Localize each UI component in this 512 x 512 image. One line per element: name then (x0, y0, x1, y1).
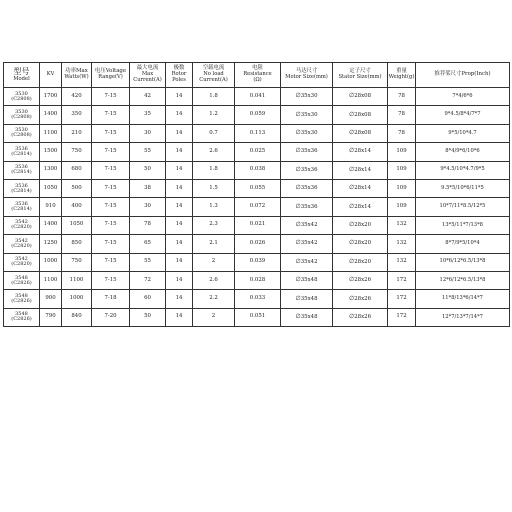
cell-resistance: 0.072 (235, 198, 281, 216)
cell-voltage: 7-15 (92, 124, 130, 142)
cell-voltage: 7-15 (92, 271, 130, 289)
cell-no_load: 1.2 (193, 106, 235, 124)
cell-no_load: 2.1 (193, 235, 235, 253)
diameter-symbol-icon: ∅ (349, 276, 355, 284)
cell-motor_size-value: 35x36 (300, 166, 318, 173)
column-header-weight-line: Weight(g) (388, 74, 415, 81)
cell-model (4, 253, 40, 271)
cell-power: 840 (62, 308, 92, 326)
cell-model-line: 3542 (15, 256, 28, 263)
motor-spec-table (3, 62, 510, 327)
cell-poles: 14 (166, 161, 193, 179)
cell-no_load: 0.7 (193, 124, 235, 142)
column-header-resistance (235, 63, 281, 88)
cell-resistance: 0.026 (235, 235, 281, 253)
cell-motor_size (281, 124, 333, 142)
cell-motor_size-value: 35x36 (300, 185, 318, 192)
diameter-symbol-icon: ∅ (295, 312, 301, 320)
table-row (4, 290, 510, 308)
cell-model-line: (C2808) (11, 95, 32, 102)
table-row (4, 253, 510, 271)
cell-weight: 132 (388, 235, 416, 253)
cell-model-line: (C2808) (11, 114, 32, 121)
diameter-symbol-icon: ∅ (349, 294, 355, 302)
cell-voltage: 7-15 (92, 106, 130, 124)
cell-model-line: 3542 (15, 237, 28, 244)
cell-model-line: (C2808) (11, 132, 32, 139)
column-header-voltage (92, 63, 130, 88)
column-header-power (62, 63, 92, 88)
table-row (4, 271, 510, 289)
cell-poles: 14 (166, 179, 193, 197)
diameter-symbol-icon: ∅ (349, 257, 355, 265)
table-row (4, 161, 510, 179)
column-header-resistance-line: Resistance (243, 71, 272, 78)
column-header-poles-line: 极数 (173, 65, 185, 72)
cell-model-line: 3536 (15, 201, 28, 208)
cell-stator_size (333, 198, 388, 216)
cell-power: 850 (62, 235, 92, 253)
cell-model-line: 3548 (15, 292, 28, 299)
cell-power: 350 (62, 106, 92, 124)
diameter-symbol-icon: ∅ (349, 129, 355, 136)
cell-prop: 10*6/12*6.5/13*8 (416, 253, 510, 271)
cell-no_load: 2 (193, 253, 235, 271)
cell-resistance: 0.021 (235, 216, 281, 234)
header-row (4, 63, 510, 88)
cell-kv: 1100 (40, 124, 62, 142)
cell-model-line: (C2820) (11, 242, 32, 249)
diameter-symbol-icon: ∅ (295, 220, 301, 228)
cell-power: 680 (62, 161, 92, 179)
cell-poles: 14 (166, 216, 193, 234)
cell-poles: 14 (166, 106, 193, 124)
diameter-symbol-icon: ∅ (295, 184, 301, 192)
cell-stator_size (333, 271, 388, 289)
cell-power: 420 (62, 88, 92, 106)
column-header-power-line: 功率Max (65, 68, 88, 75)
column-header-motor_size-line: 马达尺寸 (295, 68, 318, 75)
cell-motor_size (281, 253, 333, 271)
cell-kv: 900 (40, 290, 62, 308)
column-header-max_current-line: Max (141, 71, 154, 78)
cell-stator_size (333, 88, 388, 106)
cell-weight: 78 (388, 88, 416, 106)
diameter-symbol-icon: ∅ (349, 147, 355, 155)
cell-voltage: 7-15 (92, 161, 130, 179)
cell-motor_size (281, 271, 333, 289)
diameter-symbol-icon: ∅ (349, 184, 355, 192)
cell-motor_size-value: 35x48 (300, 295, 318, 302)
cell-resistance: 0.038 (235, 161, 281, 179)
cell-kv: 1100 (40, 271, 62, 289)
diameter-symbol-icon: ∅ (295, 257, 301, 265)
cell-weight: 109 (388, 143, 416, 161)
cell-kv: 1500 (40, 143, 62, 161)
cell-no_load: 1.3 (193, 198, 235, 216)
column-header-poles-line: Poles (172, 76, 186, 83)
cell-stator_size-value: 28x20 (354, 240, 371, 247)
diameter-symbol-icon: ∅ (295, 294, 301, 302)
column-header-model (4, 63, 40, 88)
cell-prop: 9*5/10*4.7 (416, 124, 510, 142)
cell-kv: 910 (40, 198, 62, 216)
cell-model-line: 3542 (15, 219, 28, 226)
cell-model (4, 271, 40, 289)
diameter-symbol-icon: ∅ (295, 147, 301, 155)
cell-model-line: (C2814) (11, 169, 32, 176)
cell-kv: 1700 (40, 88, 62, 106)
column-header-kv (40, 63, 62, 88)
cell-prop: 12*6/12*6.5/13*8 (416, 271, 510, 289)
table-row (4, 106, 510, 124)
column-header-no_load-line: No load (203, 71, 224, 78)
cell-power: 750 (62, 143, 92, 161)
cell-motor_size (281, 179, 333, 197)
cell-poles: 14 (166, 143, 193, 161)
cell-model-line: (C2814) (11, 150, 32, 157)
cell-motor_size-value: 35x30 (300, 93, 318, 100)
cell-model-line: (C2826) (11, 297, 32, 304)
cell-model-line: (C2820) (11, 261, 32, 268)
column-header-weight (388, 63, 416, 88)
diameter-symbol-icon: ∅ (295, 92, 301, 100)
cell-max_current: 50 (130, 161, 166, 179)
cell-weight: 132 (388, 253, 416, 271)
cell-kv: 1000 (40, 253, 62, 271)
diameter-symbol-icon: ∅ (295, 202, 301, 210)
cell-kv: 1400 (40, 106, 62, 124)
diameter-symbol-icon: ∅ (349, 110, 355, 118)
cell-stator_size-value: 28x14 (354, 185, 371, 192)
cell-motor_size-value: 35x48 (300, 277, 318, 284)
table-row (4, 198, 510, 216)
cell-resistance: 0.041 (235, 88, 281, 106)
cell-weight: 109 (388, 161, 416, 179)
cell-max_current: 38 (130, 179, 166, 197)
cell-model-line: (C2814) (11, 187, 32, 194)
cell-motor_size (281, 161, 333, 179)
cell-max_current: 35 (130, 106, 166, 124)
cell-voltage: 7-18 (92, 290, 130, 308)
cell-weight: 172 (388, 271, 416, 289)
cell-prop: 10*7/11*8.5/12*5 (416, 198, 510, 216)
cell-no_load: 2 (193, 308, 235, 326)
cell-poles: 14 (166, 198, 193, 216)
cell-stator_size (333, 216, 388, 234)
table-header (4, 63, 510, 88)
cell-motor_size (281, 88, 333, 106)
cell-motor_size (281, 308, 333, 326)
cell-stator_size-value: 28x26 (354, 313, 371, 320)
cell-weight: 109 (388, 179, 416, 197)
cell-poles: 14 (166, 290, 193, 308)
diameter-symbol-icon: ∅ (295, 165, 301, 173)
table-row (4, 235, 510, 253)
cell-resistance: 0.055 (235, 179, 281, 197)
column-header-max_current (130, 63, 166, 88)
column-header-weight-line: 重量 (396, 68, 407, 75)
cell-stator_size (333, 290, 388, 308)
cell-voltage: 7-20 (92, 308, 130, 326)
cell-model-line: (C2826) (11, 279, 32, 286)
cell-stator_size (333, 143, 388, 161)
cell-weight: 78 (388, 106, 416, 124)
diameter-symbol-icon: ∅ (349, 312, 355, 320)
cell-motor_size-value: 35x48 (300, 313, 318, 320)
cell-poles: 14 (166, 308, 193, 326)
diameter-symbol-icon: ∅ (349, 92, 355, 100)
cell-model-line: (C2826) (11, 316, 32, 323)
cell-model-line: 3530 (15, 109, 28, 116)
table-row (4, 143, 510, 161)
cell-motor_size-value: 35x30 (300, 130, 318, 136)
column-header-resistance-line: (Ω) (253, 76, 262, 83)
column-header-no_load-line: 空载电流 (202, 65, 225, 72)
cell-motor_size (281, 106, 333, 124)
cell-voltage: 7-15 (92, 179, 130, 197)
cell-motor_size-value: 35x42 (300, 240, 318, 247)
cell-voltage: 7-15 (92, 88, 130, 106)
cell-stator_size (333, 308, 388, 326)
cell-stator_size-value: 28x26 (354, 277, 371, 284)
cell-stator_size (333, 179, 388, 197)
cell-max_current: 60 (130, 290, 166, 308)
cell-model (4, 235, 40, 253)
column-header-no_load (193, 63, 235, 88)
cell-no_load: 1.8 (193, 161, 235, 179)
cell-motor_size-value: 35x36 (300, 148, 318, 155)
column-header-max_current-line: 最大电流 (136, 65, 159, 72)
cell-model (4, 179, 40, 197)
table-row (4, 216, 510, 234)
column-header-no_load-line: Current(A) (199, 76, 228, 83)
column-header-poles (166, 63, 193, 88)
cell-motor_size (281, 235, 333, 253)
cell-stator_size-value: 28x26 (354, 295, 371, 302)
cell-max_current: 42 (130, 88, 166, 106)
diameter-symbol-icon: ∅ (349, 220, 355, 228)
cell-max_current: 55 (130, 253, 166, 271)
cell-resistance: 0.025 (235, 143, 281, 161)
cell-resistance: 0.113 (235, 124, 281, 142)
cell-max_current: 30 (130, 124, 166, 142)
cell-resistance: 0.033 (235, 290, 281, 308)
cell-prop: 8*7/9*5/10*4 (416, 235, 510, 253)
cell-model (4, 198, 40, 216)
cell-prop: 12*7/13*7/14*7 (416, 308, 510, 326)
cell-motor_size-value: 35x42 (300, 258, 318, 265)
cell-kv: 1050 (40, 179, 62, 197)
cell-poles: 14 (166, 253, 193, 271)
column-header-poles-line: Rotor (171, 71, 187, 78)
cell-model (4, 308, 40, 326)
column-header-kv-line: KV (46, 71, 55, 78)
cell-voltage: 7-15 (92, 198, 130, 216)
cell-stator_size (333, 124, 388, 142)
cell-weight: 172 (388, 308, 416, 326)
cell-kv: 1400 (40, 216, 62, 234)
column-header-voltage-line: Range(V) (98, 74, 123, 81)
cell-voltage: 7-15 (92, 143, 130, 161)
cell-power: 210 (62, 124, 92, 142)
cell-max_current: 72 (130, 271, 166, 289)
cell-prop: 9*4.5/8*4/7*7 (416, 106, 510, 124)
cell-model (4, 161, 40, 179)
cell-model-line: (C2814) (11, 206, 32, 213)
cell-poles: 14 (166, 271, 193, 289)
cell-model-line: 3536 (15, 182, 28, 189)
cell-motor_size (281, 216, 333, 234)
column-header-prop-line: 推荐桨尺寸Prop(Inch) (434, 71, 491, 78)
column-header-model-line: Model (13, 75, 30, 82)
cell-voltage: 7-15 (92, 216, 130, 234)
cell-motor_size-value: 35x36 (300, 203, 318, 210)
cell-model-line: 3536 (15, 164, 28, 171)
cell-prop: 9.5*5/10*6/11*5 (416, 179, 510, 197)
cell-no_load: 2.6 (193, 271, 235, 289)
table-row (4, 179, 510, 197)
column-header-stator_size-line: Stator Size(mm) (338, 74, 382, 81)
cell-no_load: 2.6 (193, 143, 235, 161)
cell-prop: 11*8/13*6/14*7 (416, 290, 510, 308)
cell-stator_size (333, 235, 388, 253)
cell-kv: 1300 (40, 161, 62, 179)
cell-prop: 8*4/9*6/10*6 (416, 143, 510, 161)
cell-no_load: 1.5 (193, 179, 235, 197)
column-header-resistance-line: 电阻 (252, 65, 263, 72)
cell-kv: 790 (40, 308, 62, 326)
cell-max_current: 50 (130, 308, 166, 326)
cell-model (4, 124, 40, 142)
cell-stator_size (333, 253, 388, 271)
column-header-prop (416, 63, 510, 88)
cell-model (4, 216, 40, 234)
cell-model-line: 3548 (15, 274, 28, 281)
cell-poles: 14 (166, 88, 193, 106)
cell-prop: 9*4.5/10*4.7/9*5 (416, 161, 510, 179)
cell-no_load: 2.2 (193, 290, 235, 308)
column-header-motor_size-line: Motor Size(mm) (285, 74, 328, 81)
cell-max_current: 78 (130, 216, 166, 234)
cell-power: 500 (62, 179, 92, 197)
cell-weight: 172 (388, 290, 416, 308)
cell-no_load: 2.3 (193, 216, 235, 234)
cell-kv: 1250 (40, 235, 62, 253)
diameter-symbol-icon: ∅ (349, 239, 355, 247)
cell-motor_size (281, 143, 333, 161)
cell-weight: 109 (388, 198, 416, 216)
cell-max_current: 30 (130, 198, 166, 216)
diameter-symbol-icon: ∅ (295, 239, 301, 247)
column-header-stator_size-line: 定子尺寸 (349, 68, 371, 75)
cell-stator_size-value: 28x14 (354, 203, 371, 210)
column-header-model-line: 型号 (13, 66, 30, 76)
cell-model (4, 143, 40, 161)
table-row (4, 308, 510, 326)
cell-voltage: 7-15 (92, 235, 130, 253)
cell-stator_size-value: 28x14 (354, 148, 371, 155)
column-header-voltage-line: 电压Voltage (94, 68, 127, 75)
table-row (4, 124, 510, 142)
cell-prop: 13*5/11*7/13*8 (416, 216, 510, 234)
cell-model (4, 88, 40, 106)
cell-power: 1000 (62, 290, 92, 308)
cell-no_load: 1.8 (193, 88, 235, 106)
column-header-motor_size (281, 63, 333, 88)
cell-prop: 7*4/6*6 (416, 88, 510, 106)
cell-max_current: 65 (130, 235, 166, 253)
cell-stator_size-value: 28x08 (354, 130, 371, 136)
table-body (4, 88, 510, 327)
cell-stator_size (333, 161, 388, 179)
cell-model (4, 106, 40, 124)
cell-poles: 14 (166, 235, 193, 253)
cell-power: 1100 (62, 271, 92, 289)
cell-model (4, 290, 40, 308)
cell-weight: 78 (388, 124, 416, 142)
cell-resistance: 0.051 (235, 308, 281, 326)
cell-stator_size-value: 28x08 (354, 111, 371, 118)
cell-motor_size-value: 35x42 (300, 221, 318, 228)
cell-max_current: 55 (130, 143, 166, 161)
cell-resistance: 0.059 (235, 106, 281, 124)
diameter-symbol-icon: ∅ (295, 110, 301, 118)
diameter-symbol-icon: ∅ (349, 165, 355, 173)
cell-voltage: 7-15 (92, 253, 130, 271)
cell-stator_size-value: 28x20 (354, 258, 371, 265)
cell-motor_size-value: 35x30 (300, 111, 318, 118)
cell-power: 1050 (62, 216, 92, 234)
cell-weight: 132 (388, 216, 416, 234)
cell-power: 400 (62, 198, 92, 216)
cell-model-line: (C2820) (11, 224, 32, 231)
cell-stator_size-value: 28x20 (354, 221, 371, 228)
cell-model-line: 3530 (15, 90, 28, 97)
cell-stator_size (333, 106, 388, 124)
cell-power: 750 (62, 253, 92, 271)
cell-stator_size-value: 28x14 (354, 166, 371, 173)
cell-motor_size (281, 290, 333, 308)
diameter-symbol-icon: ∅ (349, 202, 355, 210)
cell-motor_size (281, 198, 333, 216)
cell-model-line: 3536 (15, 145, 28, 152)
column-header-max_current-line: Current(A) (133, 76, 162, 83)
column-header-power-line: Watts(W) (64, 74, 89, 81)
cell-resistance: 0.039 (235, 253, 281, 271)
cell-poles: 14 (166, 124, 193, 142)
cell-model-line: 3548 (15, 311, 28, 318)
diameter-symbol-icon: ∅ (295, 276, 301, 284)
cell-stator_size-value: 28x08 (354, 93, 371, 100)
column-header-stator_size (333, 63, 388, 88)
table-row (4, 88, 510, 106)
cell-model-line: 3530 (15, 127, 28, 134)
cell-resistance: 0.028 (235, 271, 281, 289)
diameter-symbol-icon: ∅ (295, 129, 301, 136)
